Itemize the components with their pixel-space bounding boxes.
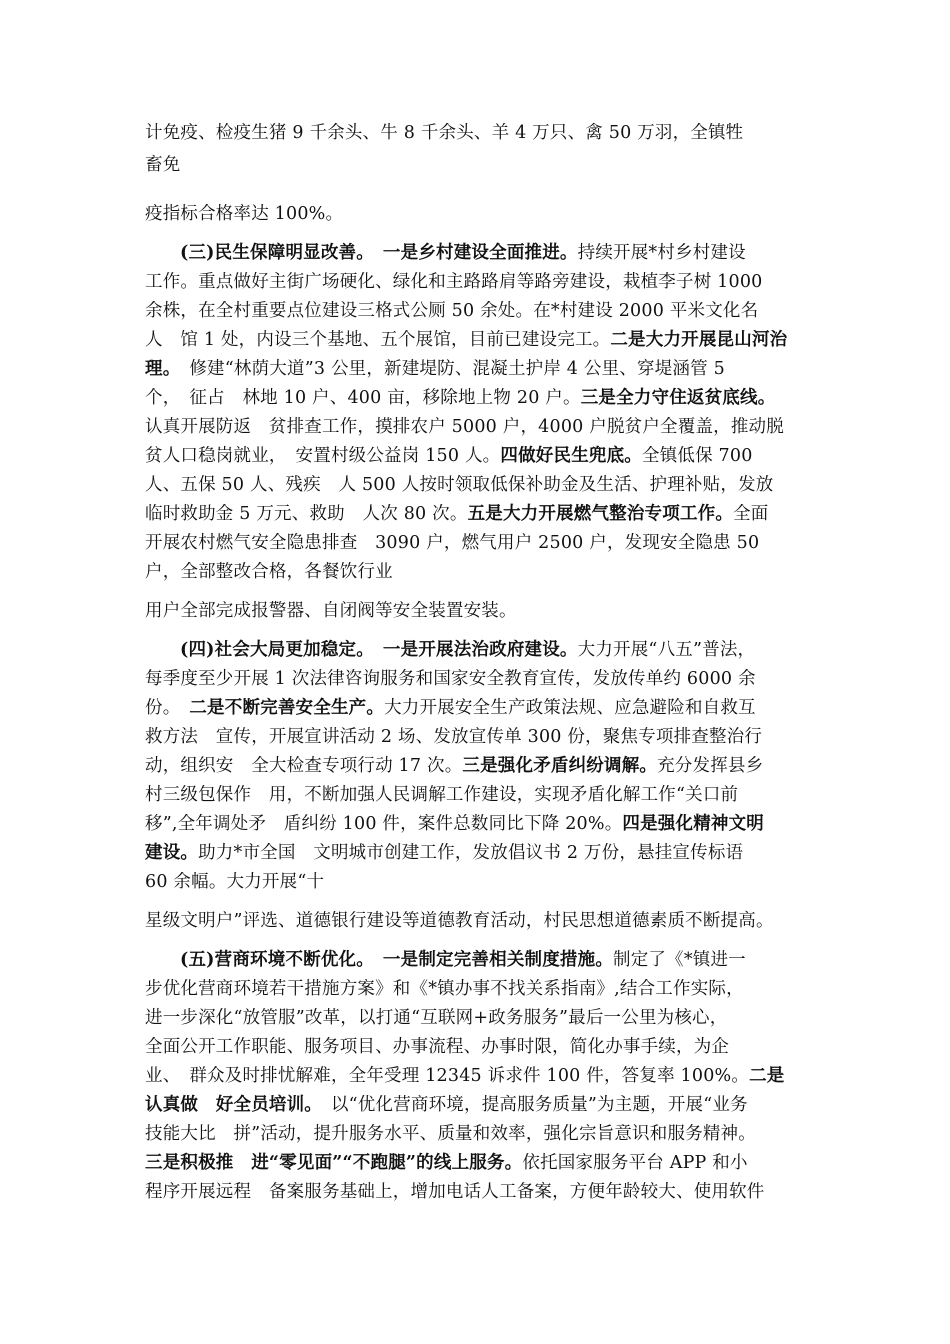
text-line: 进一步深化“放管服”改革，以打通“互联网+政务服务”最后一公里为核心，: [145, 1008, 728, 1028]
text-line: 三是积极推 进“零见面”“不跑腿”的线上服务。依托国家服务平台 APP 和小: [145, 1153, 748, 1173]
text-line: 疫指标合格率达 100%。: [145, 204, 344, 224]
text-line: 救方法 宣传，开展宣讲活动 2 场、发放宣传单 300 份，聚焦专项排查整治行: [145, 727, 763, 747]
text-line: 用户全部完成报警器、自闭阀等安全装置安装。: [145, 601, 517, 621]
text-line: 程序开展远程 备案服务基础上，增加电话人工备案，方便年龄较大、使用软件: [145, 1182, 765, 1202]
text-line: 60 余幅。大力开展“十: [145, 872, 325, 892]
text-line: 星级文明户”评选、道德银行建设等道德教育活动，村民思想道德素质不断提高。: [145, 911, 774, 931]
text-line: 份。 二是不断完善安全生产。大力开展安全生产政策法规、应急避险和自救互: [145, 698, 756, 718]
text-line: 全面公开工作职能、服务项目、办事流程、办事时限，简化办事手续，为企: [145, 1037, 730, 1057]
text-line: 技能大比 拼”活动，提升服务水平、质量和效率，强化宗旨意识和服务精神。: [145, 1124, 756, 1144]
text-line: 工作。重点做好主街广场硬化、绿化和主路路肩等路旁建设，栽植李子树 1000: [145, 272, 763, 292]
text-line: 临时救助金 5 万元、救助 人次 80 次。五是大力开展燃气整治专项工作。全面: [145, 504, 769, 524]
text-line: 建设。助力*市全国 文明城市创建工作，发放倡议书 2 万份，悬挂宣传标语: [145, 843, 744, 863]
text-line: 认真开展防返 贫排查工作，摸排农户 5000 户，4000 户脱贫户全覆盖，推动脱: [145, 417, 784, 437]
text-line: 户，全部整改合格，各餐饮行业: [145, 562, 393, 582]
section-heading-line: (三)民生保障明显改善。 一是乡村建设全面推进。持续开展*村乡村建设: [180, 243, 746, 263]
text-line: 个， 征占 林地 10 户、400 亩，移除地上物 20 户。三是全力守住返贫底线。: [145, 388, 776, 408]
text-line: 村三级包保作 用，不断加强人民调解工作建设，实现矛盾化解工作“关口前: [145, 785, 739, 805]
text-line: 移”,全年调处矛 盾纠纷 100 件，案件总数同比下降 20%。四是强化精神文明: [145, 814, 765, 834]
text-line: 余株，在全村重要点位建设三格式公厕 50 余处。在*村建设 2000 平米文化名: [145, 301, 759, 321]
section-heading-line: (四)社会大局更加稳定。 一是开展法治政府建设。大力开展“八五”普法，: [180, 640, 756, 660]
text-line: 开展农村燃气安全隐患排查 3090 户，燃气用户 2500 户，发现安全隐患 50: [145, 533, 760, 553]
text-line: 人、五保 50 人、残疾 人 500 人按时领取低保补助金及生活、护理补贴，发放: [145, 475, 774, 495]
text-line: 每季度至少开展 1 次法律咨询服务和国家安全教育宣传，发放传单约 6000 余: [145, 669, 756, 689]
text-line: 理。 修建“林荫大道”3 公里，新建堤防、混凝土护岸 4 公里、穿堤涵管 5: [145, 359, 725, 379]
text-line: 畜免: [145, 155, 181, 175]
text-line: 业、 群众及时排忧解难，全年受理 12345 诉求件 100 件，答复率 100%。二是: [145, 1066, 785, 1086]
section-heading-line: (五)营商环境不断优化。 一是制定完善相关制度措施。制定了《*镇进一: [180, 950, 746, 970]
text-line: 动，组织安 全大检查专项行动 17 次。三是强化矛盾纠纷调解。充分发挥县乡: [145, 756, 764, 776]
text-line: 认真做 好全员培训。 以“优化营商环境，提高服务质量”为主题，开展“业务: [145, 1095, 748, 1115]
text-line: 贫人口稳岗就业， 安置村级公益岗 150 人。四做好民生兜底。全镇低保 700: [145, 446, 753, 466]
text-line: 人 馆 1 处，内设三个基地、五个展馆，目前已建设完工。二是大力开展昆山河治: [145, 330, 788, 350]
text-line: 计免疫、检疫生猪 9 千余头、牛 8 千余头、羊 4 万只、禽 50 万羽，全镇牲: [145, 123, 744, 143]
text-line: 步优化营商环境若干措施方案》和《*镇办事不找关系指南》,结合工作实际，: [145, 979, 744, 999]
